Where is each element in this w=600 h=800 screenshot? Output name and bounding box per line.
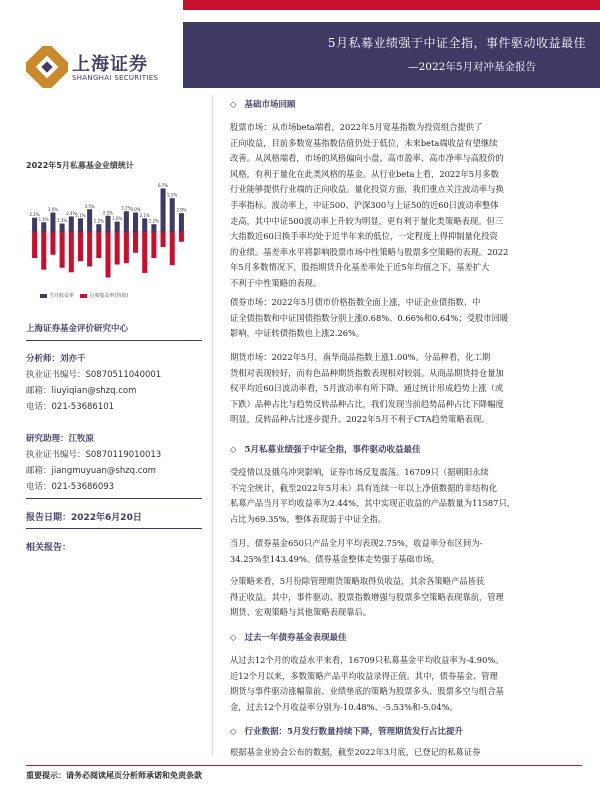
chart-bar [179, 213, 184, 232]
paragraph-line: 当月，债券基金650只产品全月平均表现2.75%，收益率分布区间为- [230, 538, 483, 548]
chart-bar [151, 232, 156, 258]
company-logo [26, 42, 176, 94]
chart-bar [151, 224, 156, 232]
paragraph [230, 745, 582, 761]
assistant-phone: 电话：021-53686093 [26, 482, 115, 492]
chart-bar [32, 218, 37, 232]
diamond-bullet-icon: ◇ [230, 727, 237, 737]
chart-bar [60, 224, 65, 232]
paragraph-line: 近12个月以来，多数策略产品平均收益录得正值。其中，债券基金、管理 [230, 670, 498, 681]
chart-data-label: 3.0% [47, 207, 59, 212]
diamond-bullet-icon: ◇ [230, 100, 237, 110]
analyst-cert: 执业证书编号：S0870511040001 [26, 370, 162, 380]
chart-data-label: 6.7% [157, 182, 169, 188]
chart-data-label: 2.9% [176, 207, 187, 213]
paragraph [230, 350, 582, 428]
chart-data-label: 1.2% [148, 218, 159, 224]
divider [26, 498, 202, 499]
paragraph-line: 期货市场：2022年5月，南华商品指数上涨1.00%。分品种看，化工期 [230, 352, 491, 362]
paragraph-line: 正向收益，目前多数宽基指数估值仍处于低位，未来beta端收益有望继续 [230, 137, 498, 148]
chart-bar [60, 232, 65, 268]
chart-bar [142, 232, 147, 273]
paragraph [230, 574, 582, 621]
chart-bar [87, 209, 92, 232]
chart-bar [133, 232, 138, 253]
paragraph [230, 295, 582, 342]
paragraph-line: 风格，有利于量化在此类风格的基金。从行业beta上看，2022年5月多数 [230, 168, 499, 179]
chart-data-label: 2.4% [66, 210, 77, 216]
chart-bar [41, 232, 46, 270]
report-subtitle: —2022年5月对冲基金报告 [408, 61, 536, 73]
diamond-bullet-icon: ◇ [230, 633, 237, 643]
chart-data-label: 2.5% [102, 210, 114, 216]
assistant-email: 邮箱：jiangmuyuan@shzq.com [26, 466, 156, 476]
legend-item: 当月收益率 [49, 293, 75, 299]
paragraph-line: 分策略来看，5月份除管理期货策略取得负收益，其余各策略产品皆获 [230, 576, 485, 586]
chart-bar [87, 232, 92, 266]
paragraph-line: 得正收益。其中，事件驱动、股票指数增强与股票多空策略表现靠前，管理 [230, 591, 504, 602]
chart-data-label: 2.2% [29, 212, 40, 218]
paragraph-line: 大指数近60日换手率均处于近半年来的低位，一定程度上得抑制量化投资 [230, 231, 498, 242]
section-heading: ◇ 基础市场回顾 [230, 100, 296, 110]
research-center: 上海证券基金评价研究中心 [26, 324, 129, 334]
divider [26, 340, 202, 341]
section-heading: ◇ 5月私募业绩强于中证全指，事件驱动收益最佳 [230, 445, 421, 455]
paragraph-line: 年5月多数情况下，股指期货升化基差率处于近5年均值之下，基差扩大 [230, 262, 490, 273]
paragraph [230, 120, 582, 292]
paragraph-line: 行业能够提供行业端的正向收益。量化投资方面，我们重点关注波动率与换 [230, 184, 504, 195]
chart-data-label: 1.5% [38, 216, 49, 222]
chart-bar [32, 232, 37, 258]
chart-bar [105, 232, 110, 278]
chart-bar [142, 218, 147, 232]
chart-bar [105, 216, 110, 232]
paragraph-line: 的业绩。基差率水平将影响股票市场中性策略与股票多空策略的表现。2022 [230, 246, 509, 257]
paragraph-line: 货相对表现较好，而有色品种期货指数表现相对较弱。从商品期货持仓量加 [230, 367, 504, 378]
paragraph-line: 不完全统计，截至2022年5月末）具有连续一年以上净值数据的非结构化 [230, 482, 498, 493]
chart-data-label: 1.3% [57, 218, 68, 224]
performance-bar-chart [26, 172, 190, 292]
paragraph-line: 手率指标。波动率上，中证500、沪深300与上证50的近60日波动率整体 [230, 199, 499, 210]
chart-bar [50, 232, 55, 255]
chart-bar [170, 232, 175, 265]
report-header [183, 22, 600, 88]
chart-data-label: 2.1% [75, 212, 86, 218]
chart-bar [78, 218, 83, 232]
diamond-bullet-icon: ◇ [230, 445, 237, 455]
paragraph-line: 权平均近60日波动率看，5月波动率有所下降。通过统计形成趋势上涨（或 [230, 383, 504, 394]
chart-bar [179, 232, 184, 242]
chart-bar [161, 232, 166, 247]
footer-notice: 重要提示：请务必阅读尾页分析师承诺和免责条款 [26, 771, 202, 780]
chart-bar [170, 198, 175, 232]
paragraph-line: 债券市场：2022年5月债市价格指数全面上涨，中证企业债指数、中 [230, 297, 481, 307]
chart-bar [50, 213, 55, 233]
chart-data-label: 5.2% [167, 192, 178, 198]
paragraph-line: 不利于中性策略的表现。 [230, 277, 322, 288]
top-accent-bar [183, 0, 600, 10]
chart-bar [96, 232, 101, 258]
chart-data-label: 3.5% [84, 203, 95, 209]
chart-bar [69, 232, 74, 272]
chart-data-label: 2.1% [139, 212, 150, 218]
paragraph-line: 走高，其中中证500波动率上升较为明显，更有利于量化类策略表现。但三 [230, 215, 504, 226]
footer-divider [26, 765, 582, 766]
paragraph-line: 明显，反转品种占比逐步提升。2022年5月不利于CTA趋势策略表现。 [230, 414, 490, 425]
paragraph-line: 受疫情以及俄乌冲突影响，证券市场反复震荡。16709只（据朝阳永续 [230, 467, 489, 477]
paragraph-line: 34.25%至143.49%。债券基金整体走势强于基础市场。 [230, 553, 440, 564]
assistant-cert: 执业证书编号：S0870119010013 [26, 450, 162, 460]
logo-subtext: SHANGHAI SECURITIES [72, 74, 159, 82]
assistant-name: 研究助理：江牧原 [26, 434, 95, 444]
chart-bar [69, 216, 74, 232]
chart-title: 2022年5月私募基金业绩统计 [26, 161, 134, 170]
paragraph-line: 证全债指数和中证国债指数分别上涨0.68%、0.66%和0.64%；受股市回暖 [230, 312, 509, 323]
logo-text: 上海证券 [72, 54, 148, 75]
report-date: 报告日期：2022年6月20日 [26, 513, 142, 523]
chart-bar [124, 211, 129, 232]
paragraph-line: 期货与事件驱动涨幅靠前。业绩垫底的策略为股票多头、股票多空与组合基 [230, 686, 504, 697]
paragraph-line: 从过去12个月的收益水平来看，16709只私募基金平均收益率为-4.90%。 [230, 655, 504, 665]
report-title: 5月私募业绩强于中证全指，事件驱动收益最佳 [327, 36, 586, 50]
paragraph-line: 改善。从风格端看，市场的风格偏向小盘、高市盈率、高市净率与高股价的 [230, 153, 504, 164]
legend-swatch-negative [80, 294, 87, 298]
logo-mark-icon [26, 46, 68, 88]
paragraph [230, 653, 582, 715]
chart-data-label: 1.2% [93, 218, 104, 224]
paragraph-line: 期货、宏观策略与其他策略表现靠后。 [230, 607, 372, 618]
paragraph-line: 下跌）品种占比与趋势反转品种占比，我们发现当前趋势品种占比下降幅度 [230, 398, 504, 409]
chart-data-label: 3.2% [121, 205, 132, 211]
section-heading: ◇ 过去一年债券基金表现最佳 [230, 633, 347, 643]
paragraph-line: 根据基金业协会公布的数据，截至2022年3月底，已登记的私募证券 [230, 747, 481, 757]
chart-bar [133, 213, 138, 233]
chart-data-label: 1.6% [112, 216, 123, 222]
paragraph-line: 影响，中证转债指数也上涨2.26%。 [230, 328, 365, 339]
paragraph [230, 536, 582, 567]
chart-bar [115, 232, 120, 265]
section-heading: ◇ 行业数据：5月发行数量持续下降，管理期货发行占比提升 [230, 727, 463, 737]
paragraph [230, 465, 582, 527]
paragraph-line: 占比为69.35%，整体表现弱于中证全指。 [230, 513, 387, 524]
chart-bar [41, 222, 46, 232]
paragraph-line: 金，过去12个月收益率分别为-10.48%、-5.53%和-5.04%。 [230, 701, 458, 712]
chart-bar [115, 222, 120, 232]
chart-legend [40, 292, 128, 299]
analyst-email: 邮箱：liuyiqian@shzq.com [26, 386, 137, 396]
related-reports: 相关报告： [26, 543, 72, 553]
analyst-name: 分析师：刘亦千 [26, 354, 86, 364]
paragraph-line: 股票市场：从市场beta端看，2022年5月宽基指数为投资组合提供了 [230, 122, 483, 132]
paragraph-line: 私募产品当月平均收益率为2.44%，其中实现正收益的产品数量为11587只， [230, 498, 516, 509]
column-divider [212, 95, 213, 755]
legend-swatch-positive [40, 294, 47, 298]
chart-bar [161, 188, 166, 232]
chart-bar [78, 232, 83, 261]
analyst-phone: 电话：021-53686101 [26, 402, 115, 412]
divider [26, 528, 202, 529]
chart-bar [96, 224, 101, 232]
chart-data-label: 3.0% [130, 207, 141, 212]
legend-item: 月度收益率(均值) [89, 293, 129, 299]
chart-bar [124, 232, 129, 263]
